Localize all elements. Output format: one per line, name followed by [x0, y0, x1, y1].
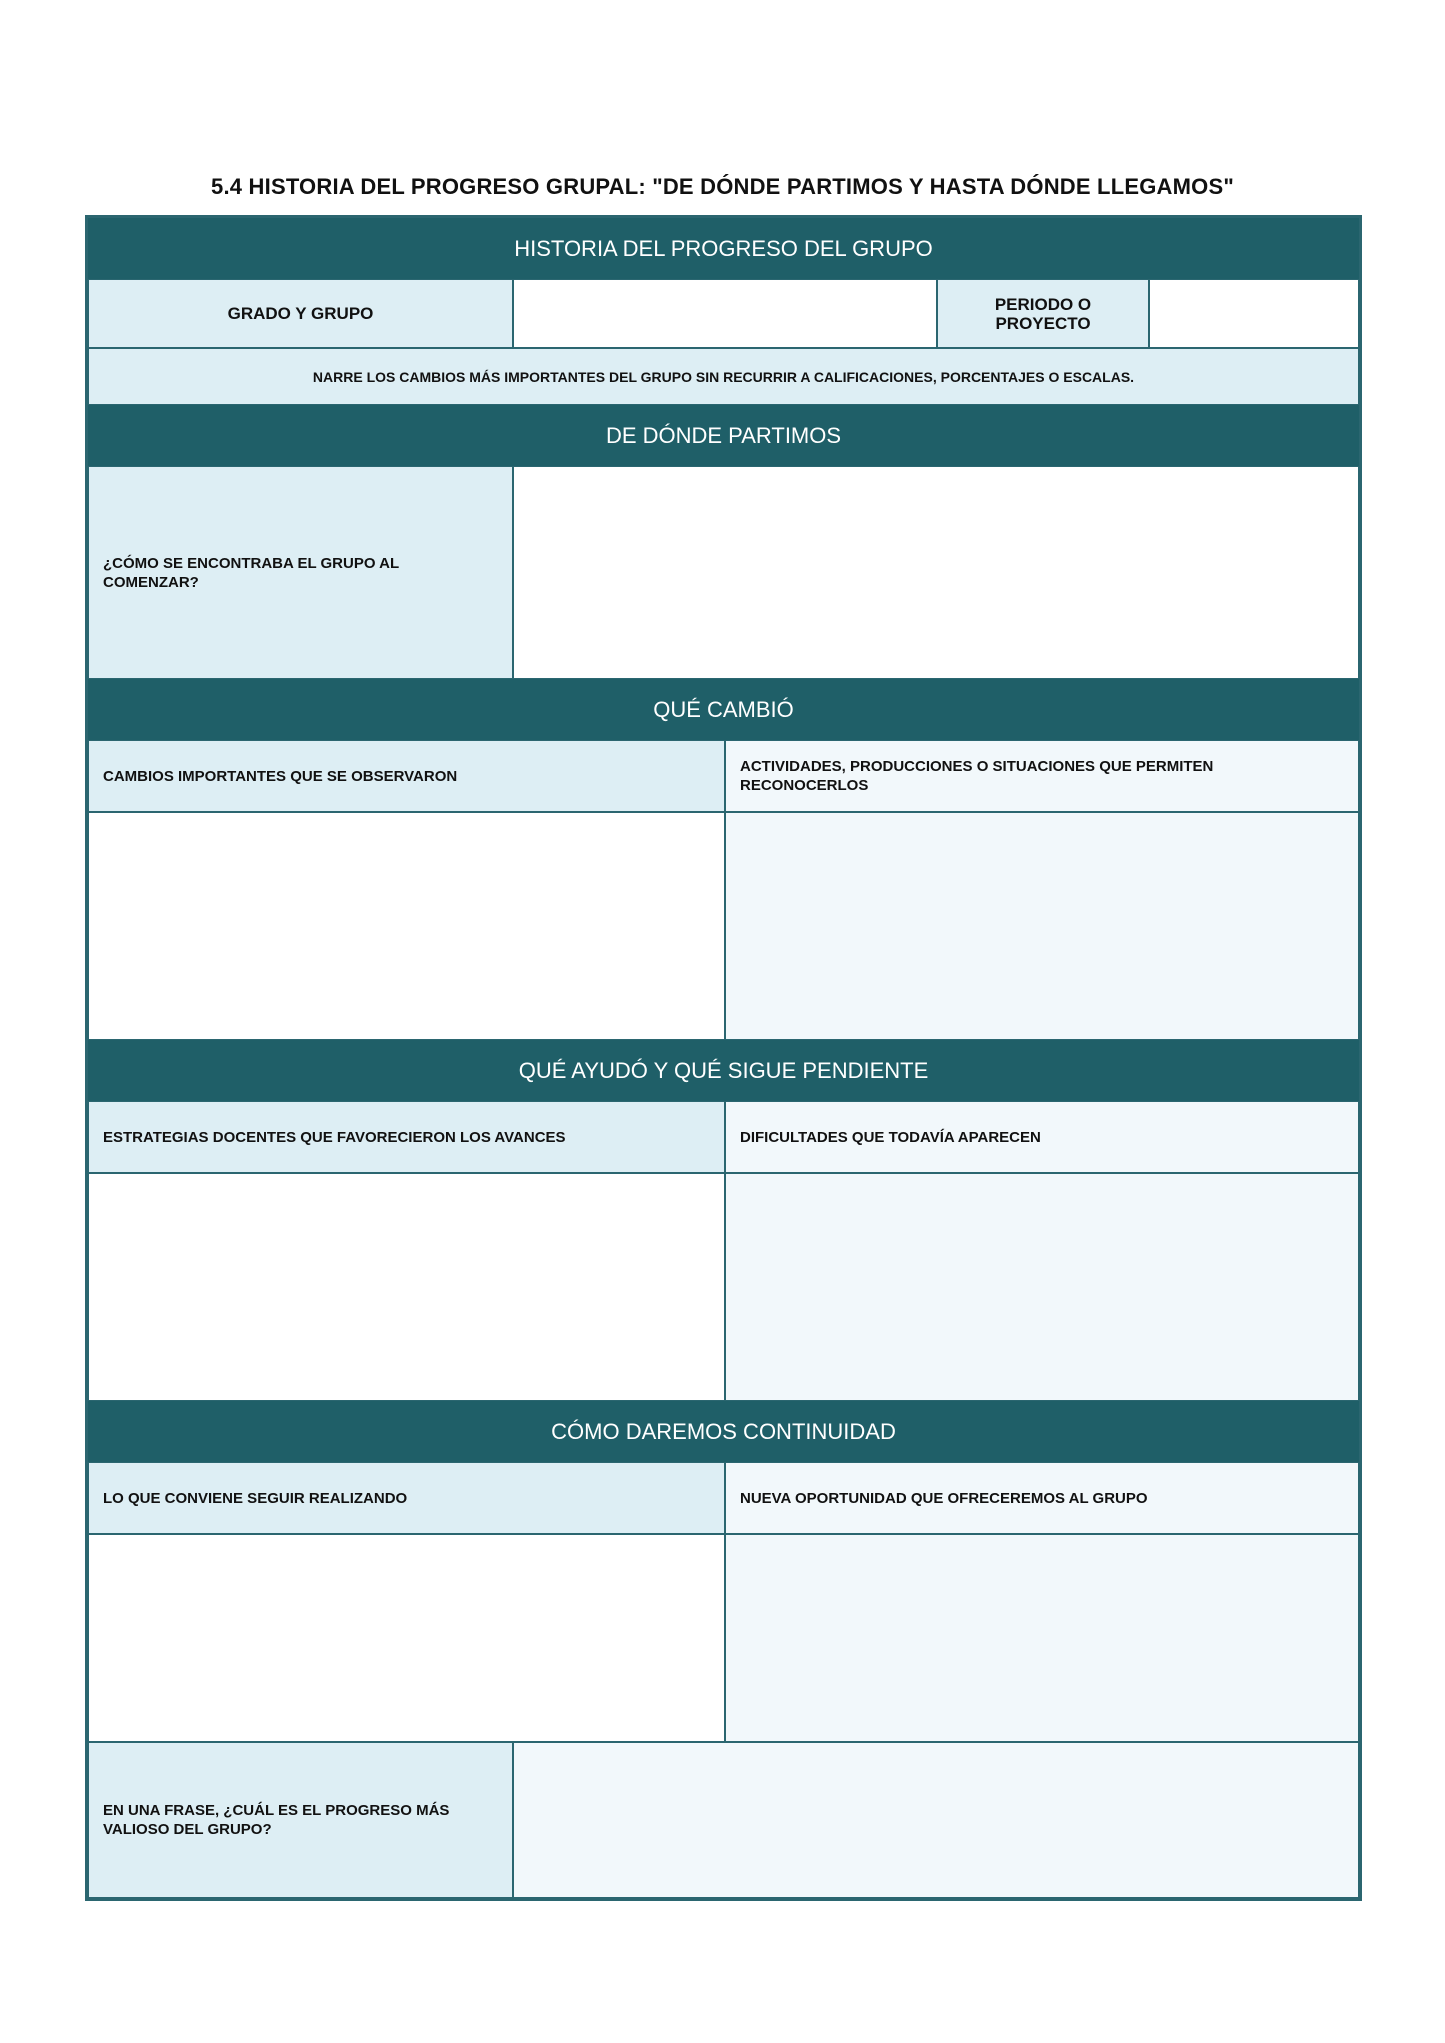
grado-grupo-label: GRADO Y GRUPO [88, 279, 513, 348]
continuity-right-label: NUEVA OPORTUNIDAD QUE OFRECEREMOS AL GRUPO [725, 1462, 1359, 1534]
progress-form [85, 215, 1362, 1901]
section-change-banner: QUÉ CAMBIÓ [88, 679, 1359, 740]
section-start-banner: DE DÓNDE PARTIMOS [88, 405, 1359, 466]
start-question: ¿CÓMO SE ENCONTRABA EL GRUPO AL COMENZAR? [88, 466, 513, 679]
start-answer-field[interactable] [513, 466, 1359, 679]
main-banner: HISTORIA DEL PROGRESO DEL GRUPO [88, 218, 1359, 279]
help-right-label: DIFICULTADES QUE TODAVÍA APARECEN [725, 1101, 1359, 1173]
continuity-left-label: LO QUE CONVIENE SEGUIR REALIZANDO [88, 1462, 725, 1534]
summary-answer-field[interactable] [513, 1742, 1359, 1898]
change-right-answer[interactable] [725, 812, 1359, 1040]
grado-grupo-field[interactable] [513, 279, 937, 348]
section-continuity-banner: CÓMO DAREMOS CONTINUIDAD [88, 1401, 1359, 1462]
continuity-left-answer[interactable] [88, 1534, 725, 1742]
help-left-label: ESTRATEGIAS DOCENTES QUE FAVORECIERON LOS AVANCES [88, 1101, 725, 1173]
help-left-answer[interactable] [88, 1173, 725, 1401]
periodo-proyecto-field[interactable] [1149, 279, 1359, 348]
change-right-label: ACTIVIDADES, PRODUCCIONES O SITUACIONES QUE PERMITEN RECONOCERLOS [725, 740, 1359, 812]
periodo-proyecto-label: PERIODO O PROYECTO [937, 279, 1149, 348]
help-right-answer[interactable] [725, 1173, 1359, 1401]
change-left-label: CAMBIOS IMPORTANTES QUE SE OBSERVARON [88, 740, 725, 812]
summary-question: EN UNA FRASE, ¿CUÁL ES EL PROGRESO MÁS VALIOSO DEL GRUPO? [88, 1742, 513, 1898]
continuity-right-answer[interactable] [725, 1534, 1359, 1742]
change-left-answer[interactable] [88, 812, 725, 1040]
document-title: 5.4 HISTORIA DEL PROGRESO GRUPAL: "DE DÓNDE PARTIMOS Y HASTA DÓNDE LLEGAMOS" [211, 174, 1234, 199]
instruction-text: NARRE LOS CAMBIOS MÁS IMPORTANTES DEL GRUPO SIN RECURRIR A CALIFICACIONES, PORCENTAJES O ESCALAS. [88, 348, 1359, 405]
section-help-banner: QUÉ AYUDÓ Y QUÉ SIGUE PENDIENTE [88, 1040, 1359, 1101]
